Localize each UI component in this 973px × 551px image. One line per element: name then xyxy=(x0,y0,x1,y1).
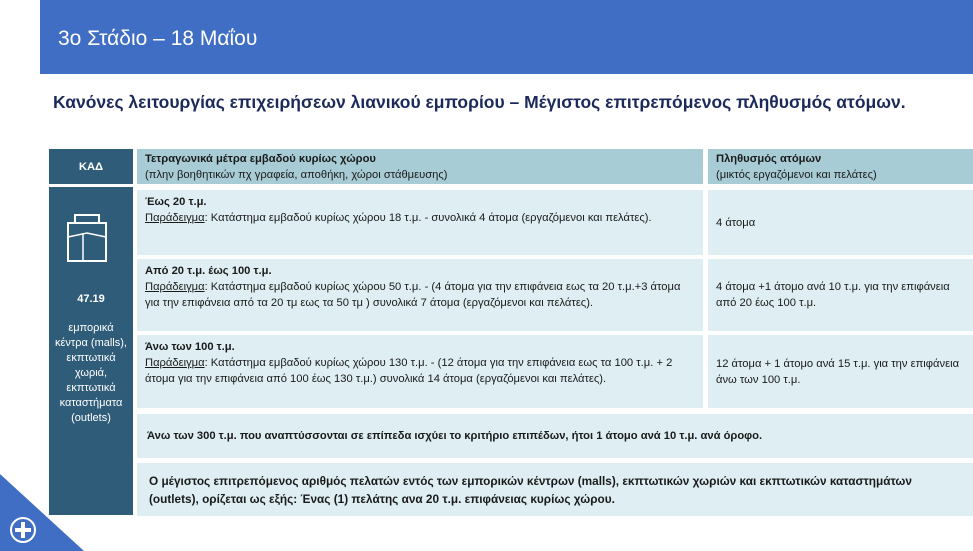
slide-heading: Κανόνες λειτουργίας επιχειρήσεων λιανικού εμπορίου – Μέγιστος επιτρεπόμενος πληθυσμός ατόμων. xyxy=(53,92,906,112)
area-row-2-example-label: Παράδειγμα xyxy=(145,281,205,293)
population-header-subtitle: (μικτός εργαζόμενοι και πελάτες) xyxy=(716,169,877,181)
kad-description: εμπορικά κέντρα (malls), εκπτωτικά χωριά, εκπτωτικά καταστήματα (outlets) xyxy=(55,322,127,424)
population-row-2 xyxy=(708,259,973,331)
mall-rule xyxy=(137,463,973,516)
population-row-2-text: 4 άτομα +1 άτομο ανά 10 τ.μ. για την επιφάνεια από 20 έως 100 τ.μ. xyxy=(716,281,950,309)
kad-header: ΚΑΔ xyxy=(49,149,133,184)
area-row-2 xyxy=(137,259,703,331)
area-row-2-title: Από 20 τ.μ. έως 100 τ.μ. xyxy=(145,265,272,277)
population-row-1-text: 4 άτομα xyxy=(716,216,756,229)
kad-cell xyxy=(49,187,133,515)
area-row-1-example-label: Παράδειγμα xyxy=(145,212,205,224)
floor-rule xyxy=(137,414,973,458)
kad-code: 47.19 xyxy=(77,293,105,305)
area-header-title: Τετραγωνικά μέτρα εμβαδού κυρίως χώρου xyxy=(145,153,376,165)
area-row-3 xyxy=(137,335,703,408)
slide-title: 3ο Στάδιο – 18 Μαΐου xyxy=(58,27,258,50)
mall-rule-text: Ο μέγιστος επιτρεπόμενος αριθμός πελατών εντός των εμπορικών κέντρων (malls), εκπτωτικών χωριών και εκπτωτικών καταστημάτων (outlets), ορίζεται ως εξής: Ένας (1) πελάτης ανα 20 τ.μ. επιφάνειας κυρίως χώρου. xyxy=(149,473,912,506)
area-header-subtitle: (πλην βοηθητικών πχ γραφεία, αποθήκη, χώροι στάθμευσης) xyxy=(145,169,448,181)
area-header xyxy=(137,149,703,184)
area-row-3-example-text: : Κατάστημα εμβαδού κυρίως χώρου 130 τ.μ. - (12 άτομα για την επιφάνεια εως τα 100 τ.μ. + 2 άτομα για την επιφάνεια από 100 έως 130 τ.μ.) συνολικά 14 άτομα (εργαζόμενοι και πελάτες). xyxy=(145,357,673,385)
area-row-1-example-text: : Κατάστημα εμβαδού κυρίως χώρου 18 τ.μ. - συνολικά 4 άτομα (εργαζόμενοι και πελάτες). xyxy=(204,212,652,224)
greek-cross-emblem-icon xyxy=(9,516,37,544)
population-header xyxy=(708,149,973,184)
population-row-1 xyxy=(708,190,973,255)
population-header-title: Πληθυσμός ατόμων xyxy=(716,153,822,165)
area-row-1-title: Έως 20 τ.μ. xyxy=(145,196,207,208)
area-row-3-title: Άνω των 100 τ.μ. xyxy=(145,341,235,353)
area-row-1 xyxy=(137,190,703,255)
area-row-3-example-label: Παράδειγμα xyxy=(145,357,205,369)
population-row-3-text: 12 άτομα + 1 άτομο ανά 15 τ.μ. για την επιφάνεια άνω των 100 τ.μ. xyxy=(716,357,960,386)
population-row-3 xyxy=(708,335,973,408)
floor-rule-text: Άνω των 300 τ.μ. που αναπτύσσονται σε επίπεδα ισχύει το κριτήριο επιπέδων, ήτοι 1 άτομο ανά 10 τ.μ. ανά όροφο. xyxy=(147,430,763,442)
area-row-2-example-text: : Κατάστημα εμβαδού κυρίως χώρου 50 τ.μ. - (4 άτομα για την επιφάνεια εως τα 20 τ.μ.+3 άτομα για την επιφάνεια από τα 20 τμ εως τα 50 τμ ) συνολικά 7 άτομα (εργαζόμενοι και πελάτες). xyxy=(145,281,681,309)
shopping-bag-icon xyxy=(67,211,107,263)
